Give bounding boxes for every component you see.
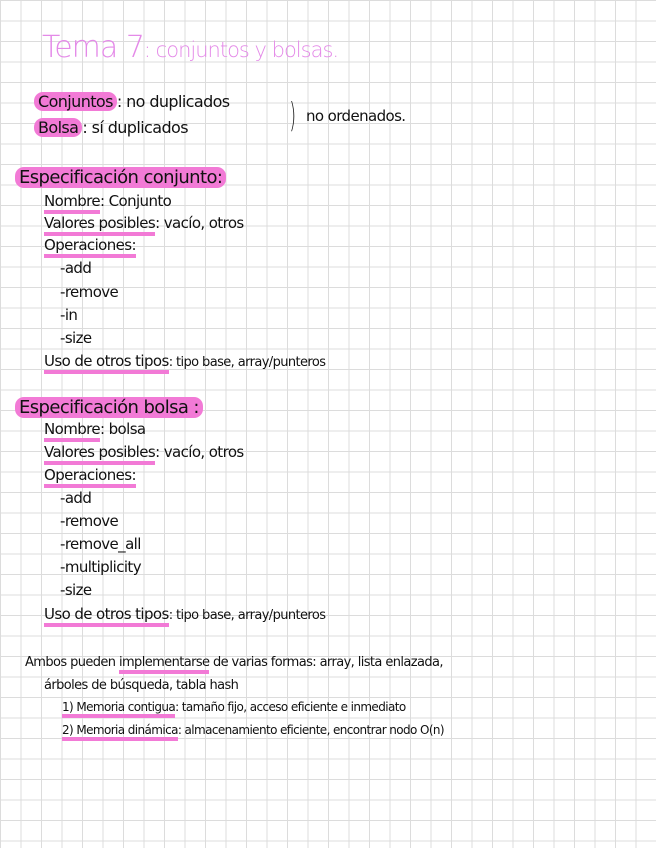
op-item: -size	[60, 329, 92, 347]
conjuntos-desc: : no duplicados	[116, 92, 230, 111]
title-main: Tema 7	[42, 30, 144, 65]
bolsa-term: Bolsa	[34, 118, 82, 137]
brace: )	[289, 96, 296, 136]
spec-bolsa-heading	[15, 397, 203, 418]
nombre-value: : Conjunto	[100, 192, 172, 210]
valores-label: Valores posibles	[44, 443, 155, 465]
ambos-item2	[62, 723, 444, 737]
bolsa-desc: : sí duplicados	[82, 118, 188, 137]
ambos-line1-b: de varias formas: array, lista enlazada,	[209, 655, 443, 670]
item1-value: : tamaño fijo, acceso eficiente e inmediato	[175, 700, 406, 714]
item1-label: 1) Memoria contigua	[62, 700, 175, 718]
nombre-label: Nombre	[44, 192, 100, 214]
nombre-value: : bolsa	[100, 420, 146, 438]
op-item: -remove	[60, 512, 119, 530]
page-title	[42, 30, 338, 65]
ambos-line1	[25, 655, 443, 670]
ambos-line2: árboles de búsqueda, tabla hash	[44, 678, 239, 693]
ambos-line1-a: Ambos pueden	[25, 655, 119, 670]
conjuntos-term: Conjuntos	[34, 92, 117, 111]
spec-conjunto-heading-text: Especificación conjunto:	[15, 167, 226, 188]
operaciones-label: Operaciones:	[44, 466, 136, 488]
op-item: -add	[60, 259, 92, 277]
spec-bolsa-operaciones	[44, 466, 136, 484]
spec-bolsa-heading-text: Especificación bolsa :	[15, 397, 203, 418]
uso-value: : tipo base, array/punteros	[168, 355, 326, 370]
op-item: -add	[60, 489, 92, 507]
op-item: -in	[60, 306, 78, 324]
valores-value: : vacío, otros	[155, 443, 244, 461]
uso-value: : tipo base, array/punteros	[168, 608, 326, 623]
spec-conjunto-valores	[44, 214, 244, 232]
op-item: -remove_all	[60, 535, 141, 553]
spec-bolsa-nombre	[44, 420, 146, 438]
operaciones-label: Operaciones:	[44, 236, 136, 258]
spec-bolsa-uso	[44, 605, 325, 623]
ambos-line1-ul: implementarse	[119, 655, 209, 674]
valores-value: : vacío, otros	[155, 214, 244, 232]
intro-bolsa	[34, 118, 188, 137]
ambos-item1	[62, 700, 406, 714]
uso-label: Uso de otros tipos	[44, 352, 169, 374]
title-sub: : conjuntos y bolsas.	[143, 38, 339, 62]
item2-label: 2) Memoria dinámica	[62, 723, 178, 741]
spec-conjunto-nombre	[44, 192, 171, 210]
intro-conjuntos	[34, 92, 230, 111]
nombre-label: Nombre	[44, 420, 100, 442]
spec-conjunto-uso	[44, 352, 325, 370]
intro-both: no ordenados.	[306, 107, 406, 125]
op-item: -remove	[60, 283, 119, 301]
op-item: -multiplicity	[60, 558, 141, 576]
item2-value: : almacenamiento eficiente, encontrar nodo O(n)	[177, 723, 445, 737]
valores-label: Valores posibles	[44, 214, 155, 236]
spec-conjunto-heading	[15, 167, 226, 188]
op-item: -size	[60, 581, 92, 599]
spec-bolsa-valores	[44, 443, 244, 461]
uso-label: Uso de otros tipos	[44, 605, 169, 627]
spec-conjunto-operaciones	[44, 236, 136, 254]
